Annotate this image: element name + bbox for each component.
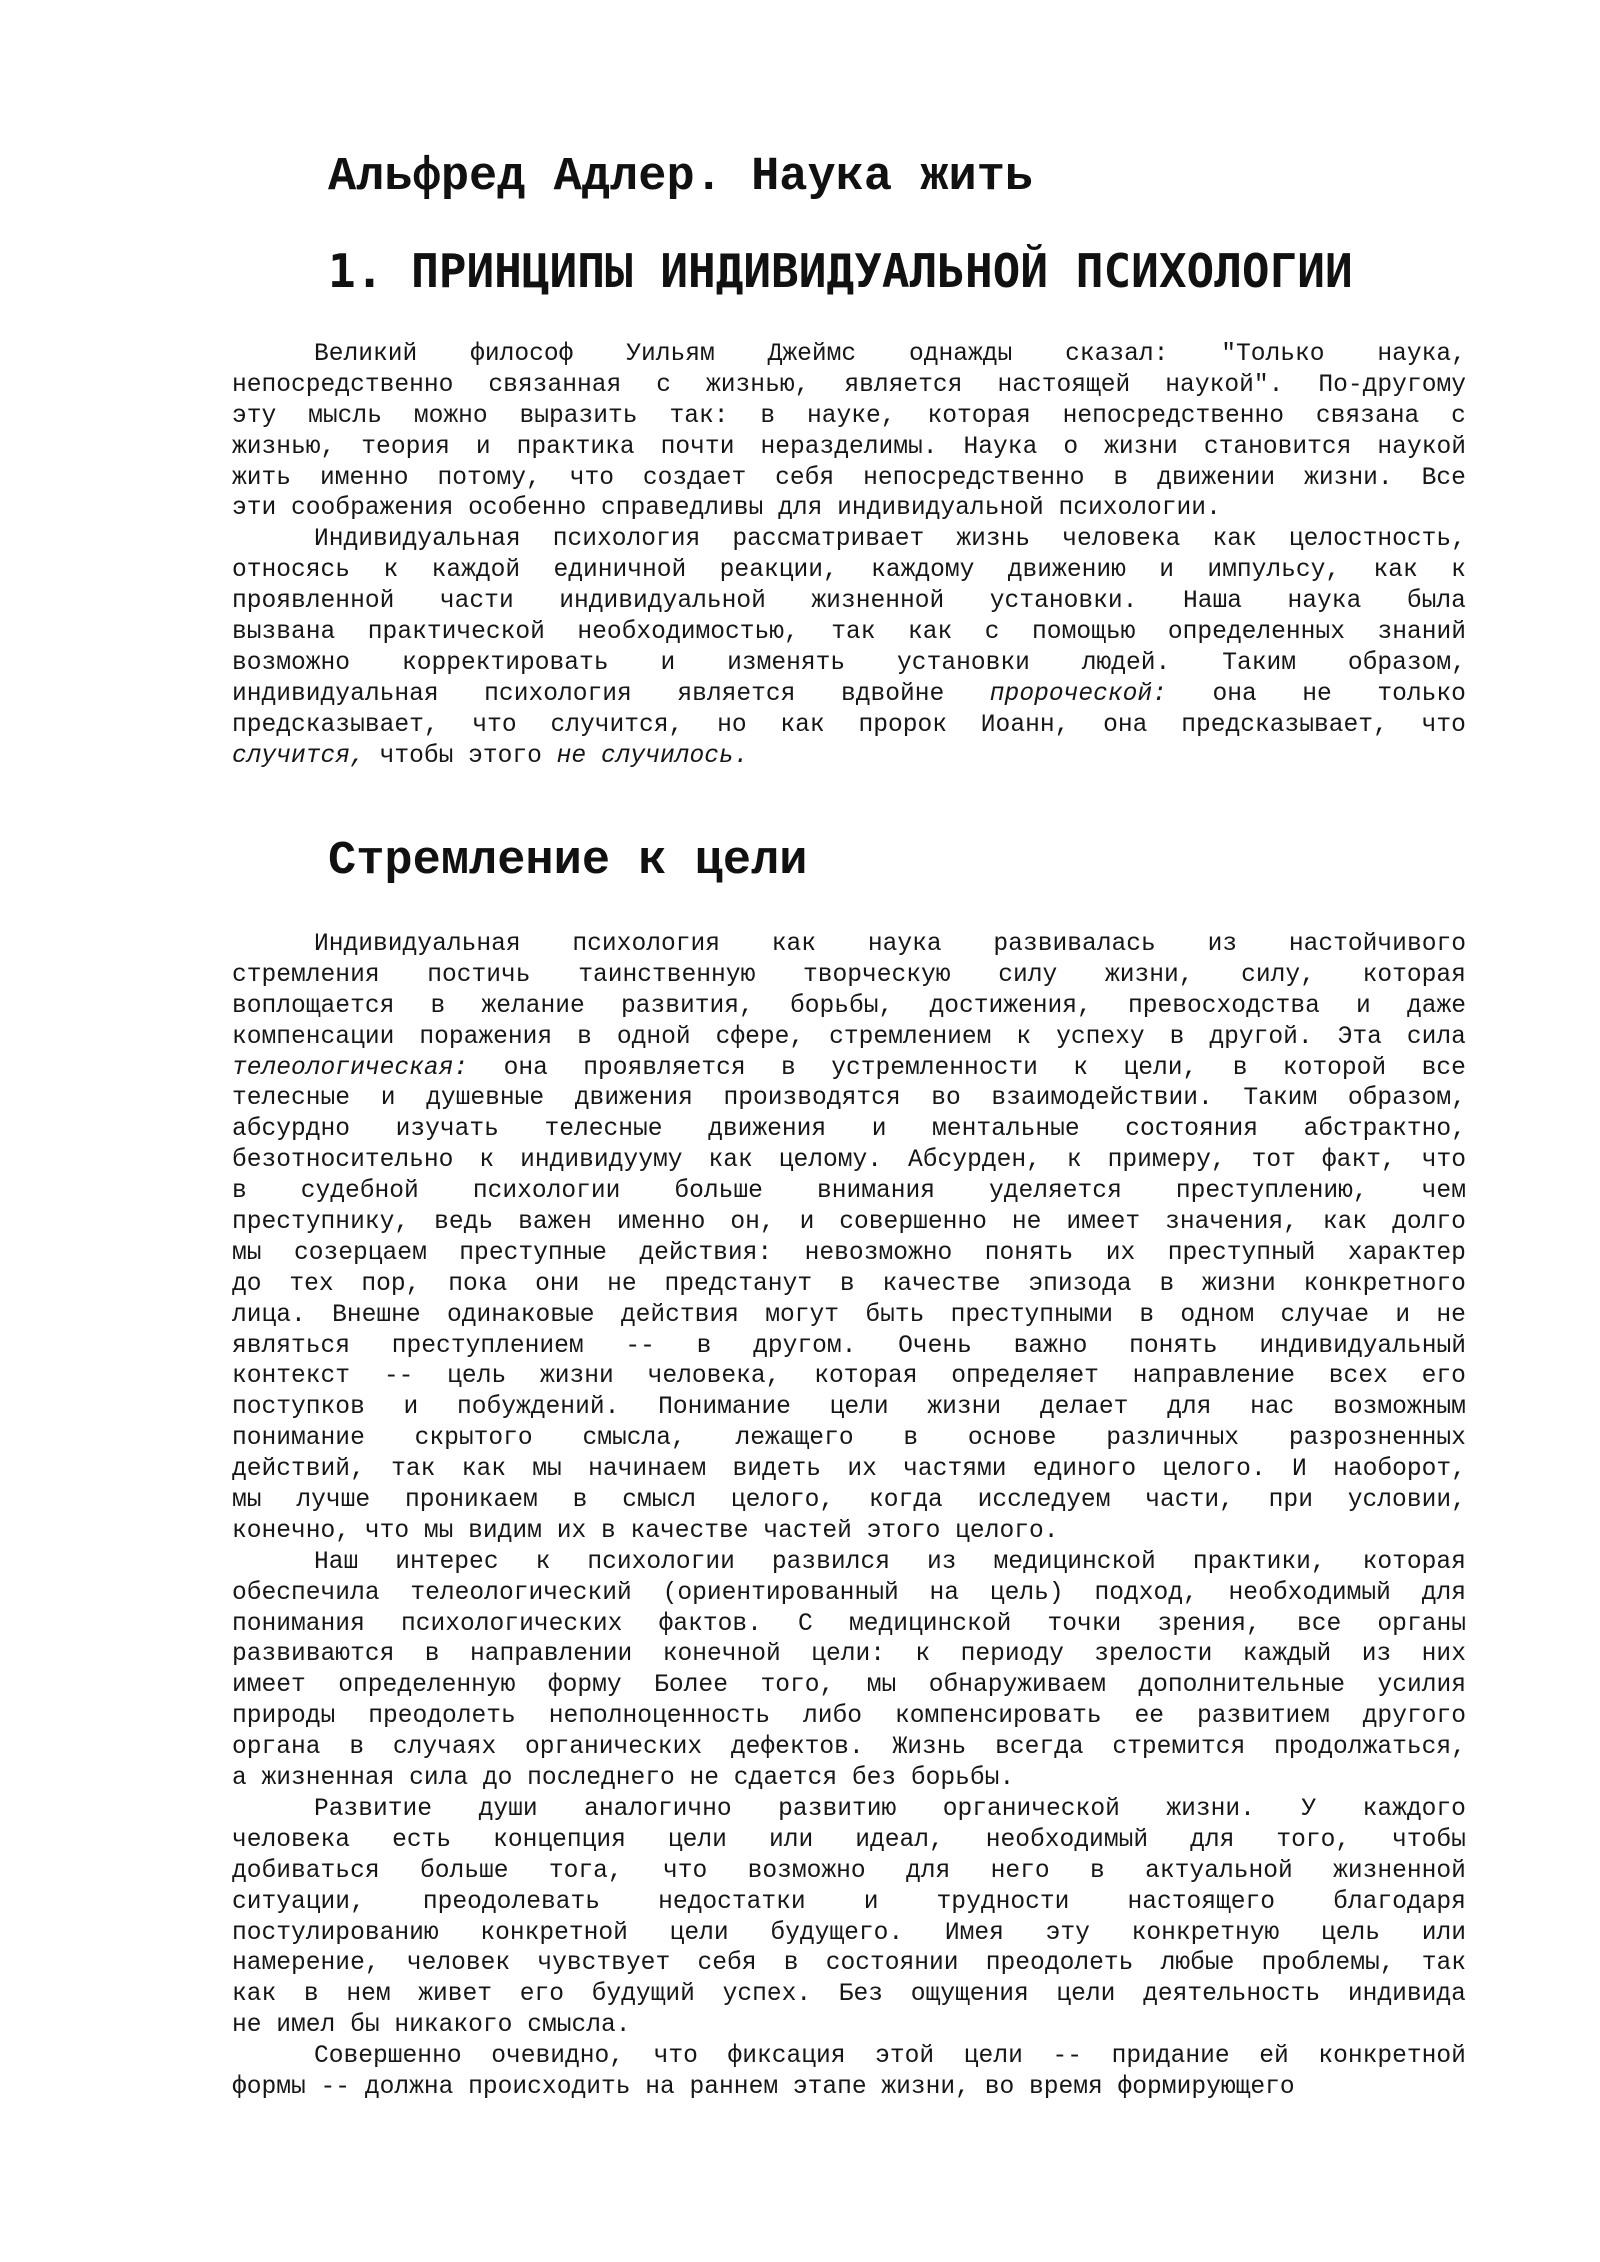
text-line: стремления постичь таинственную творческую силу жизни, силу, которая [232,961,1466,989]
text-line: намерение, человек чувствует себя в состоянии преодолеть любые проблемы, так [232,1950,1466,1978]
text-line: формы -- должна происходить на раннем этапе жизни, во время формирующего [232,2073,1295,2101]
text-line: конечно, что мы видим их в качестве частей этого целого. [232,1517,1059,1545]
text-line: органа в случаях органических дефектов. Жизнь всегда стремится продолжаться, [232,1734,1466,1762]
text-line: как в нем живет его будущий успех. Без ощущения цели деятельность индивида [232,1981,1466,2009]
text-line: проявленной части индивидуальной жизненной установки. Наша наука была [232,588,1466,616]
text-line: безотносительно к индивидууму как целому. Абсурден, к примеру, тот факт, что [232,1147,1466,1175]
text-line: контекст -- цель жизни человека, которая определяет направление всех его [232,1363,1466,1391]
text-line: Индивидуальная психология как наука развивалась из настойчивого [314,931,1466,958]
text-line: возможно корректировать и изменять установки людей. Таким образом, [232,649,1466,677]
text-line: понимания психологических фактов. С медицинской точки зрения, все органы [232,1610,1466,1638]
text-line: мы лучше проникаем в смысл целого, когда исследуем части, при условии, [232,1487,1466,1515]
text-line: вызвана практической необходимостью, так как с помощью определенных знаний [232,619,1466,647]
text-line: случится, чтобы этого не случилось. [232,742,749,770]
text-line: Совершенно очевидно, что фиксация этой цели -- придание ей конкретной [314,2043,1466,2071]
intro-text [232,340,1466,772]
text-line: имеет определенную форму Более того, мы обнаруживаем дополнительные усилия [232,1672,1466,1700]
text-line: человека есть концепция цели или идеал, необходимый для того, чтобы [232,1826,1466,1854]
text-line: Индивидуальная психология рассматривает жизнь человека как целостность, [314,526,1466,554]
text-line: обеспечила телеологический (ориентированный на цель) подход, необходимый для [232,1579,1466,1607]
text-line: лица. Внешне одинаковые действия могут быть преступными в одном случае и не [232,1301,1466,1329]
text-line: ситуации, преодолевать недостатки и трудности настоящего благодаря [232,1888,1466,1916]
document-title: Альфред Адлер. Наука жить [328,151,1034,204]
text-line: Развитие души аналогично развитию органической жизни. У каждого [314,1795,1466,1823]
text-line: эти соображения особенно справедливы для индивидуальной психологии. [232,495,1221,523]
text-line: телеологическая: она проявляется в устремленности к цели, в которой все [232,1054,1466,1082]
text-line: Великий философ Уильям Джеймс однажды сказал: "Только наука, [314,341,1466,368]
text-line: телесные и душевные движения производятся во взаимодействии. Таким образом, [232,1085,1466,1113]
text-line: а жизненная сила до последнего не сдается без борьбы. [232,1765,1015,1793]
text-line: эту мысль можно выразить так: в науке, которая непосредственно связана с [232,402,1466,430]
text-line: предсказывает, что случится, но как пророк Иоанн, она предсказывает, что [232,711,1466,739]
text-line: индивидуальная психология является вдвойне пророческой: она не только [232,680,1466,708]
text-line: постулированию конкретной цели будущего. Имея эту конкретную цель или [232,1919,1466,1947]
text-line: действий, так как мы начинаем видеть их частями единого целого. И наоборот, [232,1456,1466,1484]
text-line: до тех пор, пока они не предстанут в качестве эпизода в жизни конкретного [232,1270,1466,1298]
text-line: абсурдно изучать телесные движения и ментальные состояния абстрактно, [232,1116,1466,1144]
section-heading: Стремление к цели [328,835,808,888]
text-line: преступнику, ведь важен именно он, и совершенно не имеет значения, как долго [232,1209,1466,1237]
text-line: Наш интерес к психологии развился из медицинской практики, которая [314,1548,1466,1576]
text-line: природы преодолеть неполноценность либо компенсировать ее развитием другого [232,1703,1466,1731]
section-text [232,930,1466,2104]
text-line: в судебной психологии больше внимания уделяется преступлению, чем [232,1178,1466,1206]
text-line: добиваться больше тога, что возможно для него в актуальной жизненной [232,1857,1466,1885]
text-line: компенсации поражения в одной сфере, стремлением к успеху в другой. Эта сила [232,1023,1466,1051]
text-line: мы созерцаем преступные действия: невозможно понять их преступный характер [232,1239,1466,1267]
text-line: жить именно потому, что создает себя непосредственно в движении жизни. Все [232,464,1466,492]
text-line: непосредственно связанная с жизнью, является настоящей наукой". По-другому [232,371,1466,399]
text-line: являться преступлением -- в другом. Очень важно понять индивидуальный [232,1332,1466,1360]
text-line: не имел бы никакого смысла. [232,2012,631,2040]
text-line: понимание скрытого смысла, лежащего в основе различных разрозненных [232,1425,1466,1453]
text-line: жизнью, теория и практика почти неразделимы. Наука о жизни становится наукой [232,433,1466,461]
text-line: поступков и побуждений. Понимание цели жизни делает для нас возможным [232,1394,1466,1422]
text-line: воплощается в желание развития, борьбы, достижения, превосходства и даже [232,992,1466,1020]
chapter-heading: 1. ПРИНЦИПЫ ИНДИВИДУАЛЬНОЙ ПСИХОЛОГИИ [328,244,1353,298]
text-line: развиваются в направлении конечной цели: к периоду зрелости каждый из них [232,1641,1466,1669]
text-line: относясь к каждой единичной реакции, каждому движению и импульсу, как к [232,557,1466,585]
